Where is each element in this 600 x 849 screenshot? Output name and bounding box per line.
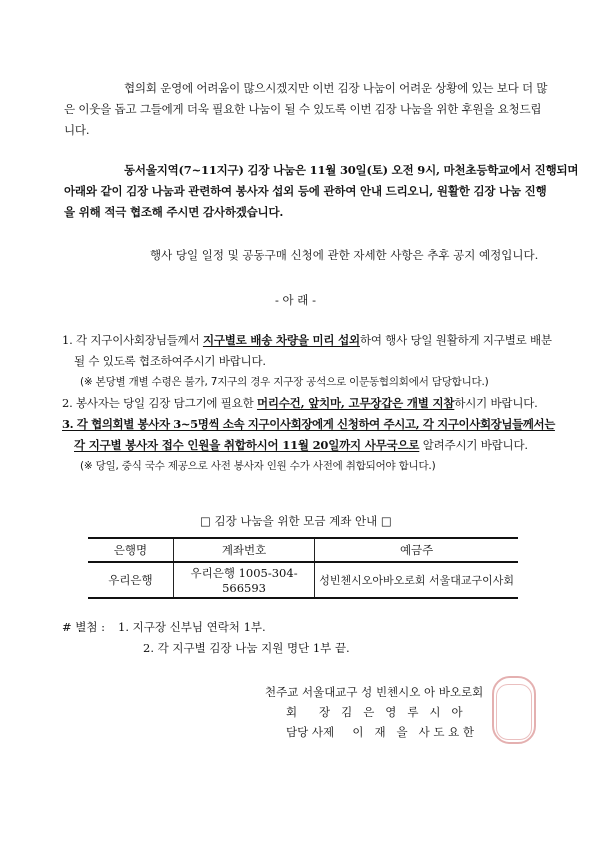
event-line-2: 아래와 같이 김장 나눔과 관련하여 봉사자 섭외 등에 관하여 안내 드리오니, 원활한 김장 나눔 진행 [64,184,547,198]
attachment-item-2: 2. 각 지구별 김장 나눔 지원 명단 1부 끝. [143,641,350,655]
intro-line-3: 니다. [64,123,90,137]
event-line-1: 동서울지역(7~11지구) 김장 나눔은 11월 30일(토) 오전 9시, 마천초등학교에서 진행되며 [124,163,579,177]
below-heading: - 아 래 - [275,293,316,307]
item-3-line-2 [62,435,552,456]
item-3-highlight: 각 지구별 봉사자 접수 인원을 취합하시어 11월 20일까지 사무국으로 [74,438,420,452]
signature-president: 회 장 김 은 영 루 시 아 [286,705,463,719]
header-account-number: 계좌번호 [173,538,314,562]
attachments-label: # 별첨 : [62,620,106,634]
account-table-row [88,562,518,598]
item-2-prefix: 2. 봉사자는 당일 김장 담그기에 필요한 [62,396,257,410]
account-table-wrapper [88,537,518,599]
cell-bank: 우리은행 [88,562,173,598]
item-2-highlight: 머리수건, 앞치마, 고무장갑은 개별 지참 [256,396,455,410]
item-list [62,330,555,477]
item-2-line [62,393,552,414]
item-3-note: (※ 당일, 중식 국수 제공으로 사전 봉사자 인원 수가 사전에 취합되어야 합니다.) [80,460,436,472]
item-1-suffix: 하여 행사 당일 원활하게 지구별로 배분 [359,333,552,347]
signature-priest: 담당 사제 이 재 을 사 도 요 한 [286,725,474,739]
item-1-line-1 [62,330,552,351]
attachment-item-1: 1. 지구장 신부님 연락처 1부. [118,620,266,634]
account-table-header [88,538,518,562]
official-seal [492,676,536,744]
item-1-note: (※ 본당별 개별 수령은 불가, 7지구의 경우 지구장 공석으로 이문동협의회에서 담당합니다.) [80,376,489,388]
item-3-suffix: 알려주시기 바랍니다. [419,438,528,452]
official-seal-inner [496,684,532,740]
notice-text: 행사 당일 일정 및 공동구매 신청에 관한 자세한 사항은 추후 공지 예정입니다. [150,248,539,262]
event-line-3: 을 위해 적극 협조해 주시면 감사하겠습니다. [64,205,284,219]
item-1-prefix: 1. 각 지구이사회장님들께서 [62,333,203,347]
signature-org: 천주교 서울대교구 성 빈첸시오 아 바오로회 [265,685,484,699]
item-1-line-2: 될 수 있도록 협조하여주시기 바랍니다. [74,354,266,368]
account-title: □ 김장 나눔을 위한 모금 계좌 안내 □ [200,514,392,528]
item-3-line-1: 3. 각 협의회별 봉사자 3~5명씩 소속 지구이사회장에게 신청하여 주시고, 각 지구이사회장님들께서는 [62,417,555,431]
intro-line-1: 협의회 운영에 어려움이 많으시겠지만 이번 김장 나눔이 어려운 상황에 있는 보다 더 많 [124,81,548,95]
cell-account-number: 우리은행 1005-304-566593 [173,562,314,598]
intro-paragraph [64,78,548,141]
event-paragraph [64,160,579,223]
intro-line-2: 은 이웃을 돕고 그들에게 더욱 필요한 나눔이 될 수 있도록 이번 김장 나눔을 위한 후원을 요청드립 [64,102,542,116]
cell-holder: 성빈첸시오아바오로회 서울대교구이사회 [315,562,518,598]
item-2-suffix: 하시기 바랍니다. [454,396,538,410]
header-bank: 은행명 [88,538,173,562]
account-table [88,537,518,599]
header-holder: 예금주 [315,538,518,562]
item-1-highlight: 지구별로 배송 차량을 미리 섭외 [202,333,360,347]
